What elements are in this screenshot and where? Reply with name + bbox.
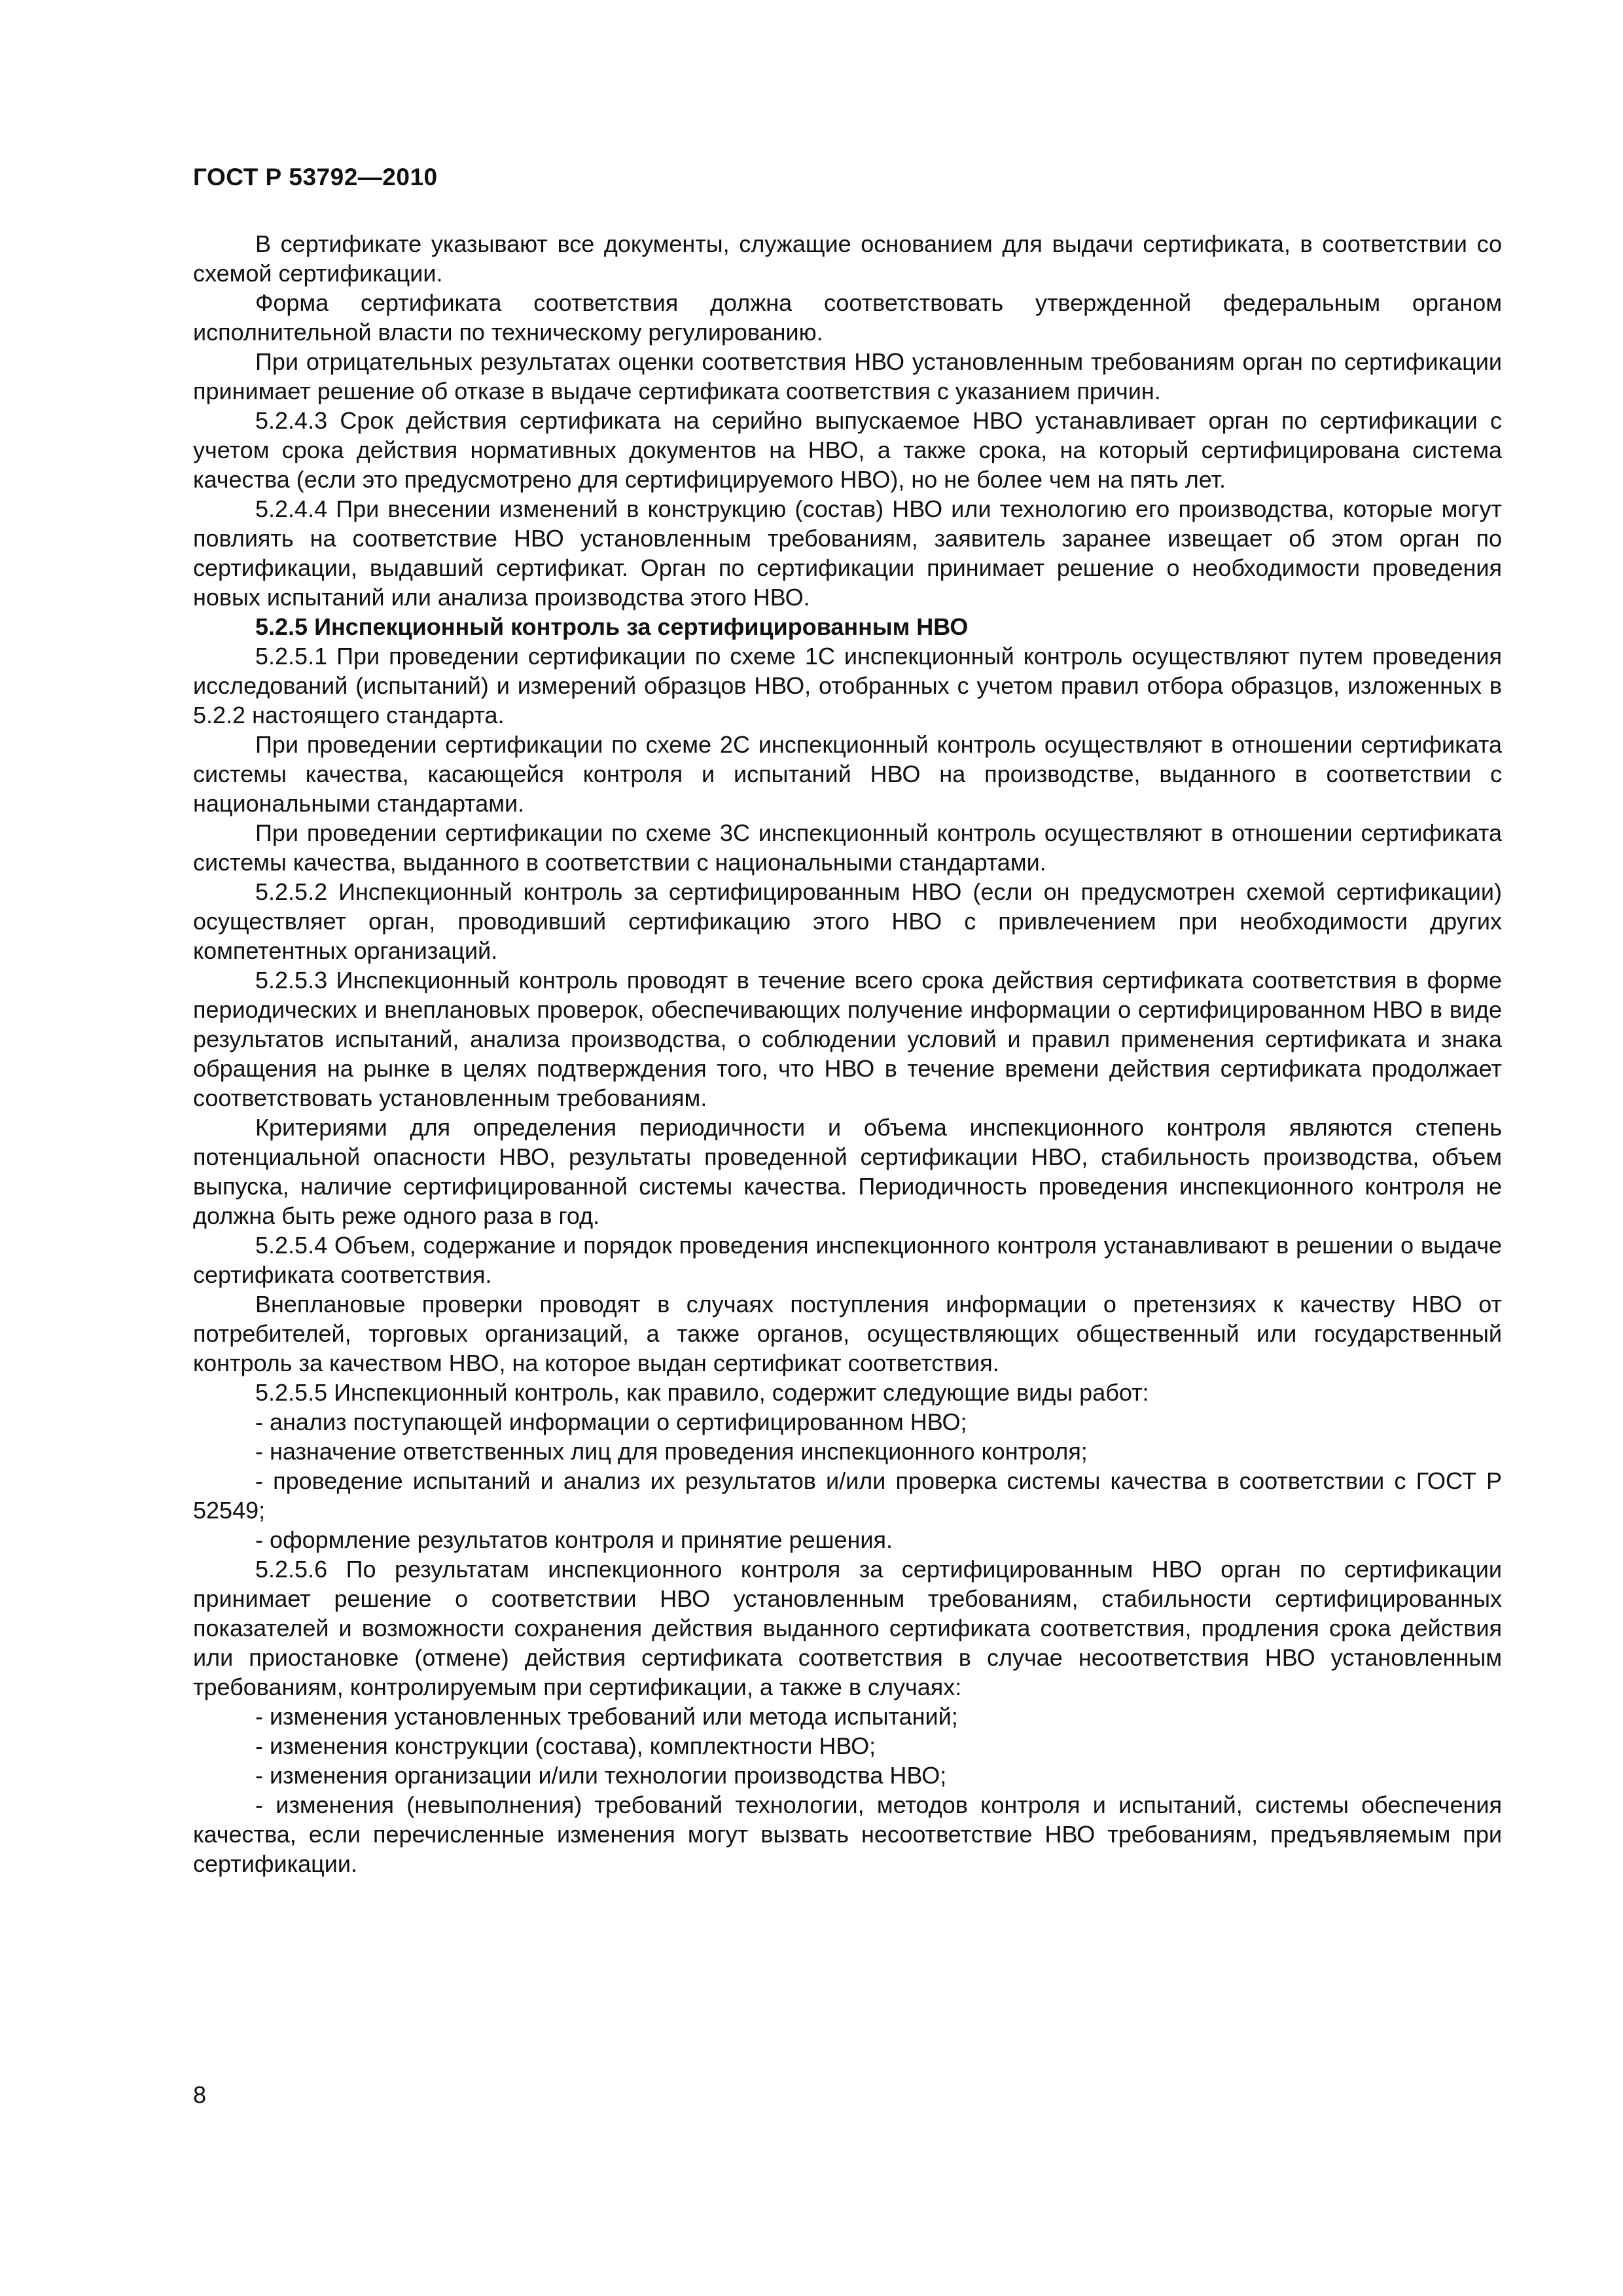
body-paragraph: Внеплановые проверки проводят в случаях поступления информации о претензиях к качеству НВО от потребителей, торговых организаций, а также органов, осуществляющих общественный или государственный контроль за качеством НВО, на которое выдан сертификат соответствия. xyxy=(193,1291,1502,1376)
body-paragraph: Критериями для определения периодичности и объема инспекционного контроля являются степень потенциальной опасности НВО, результаты проведенной сертификации НВО, стабильность производства, объем выпуска, наличие сертифицированной системы качества. Периодичность проведения инспекционного контроля не должна быть реже одного раза в год. xyxy=(193,1114,1502,1229)
body-paragraph: Форма сертификата соответствия должна соответствовать утвержденной федеральным органом исполнительной власти по техническому регулированию. xyxy=(193,289,1502,346)
body-paragraph: 5.2.5.3 Инспекционный контроль проводят в течение всего срока действия сертификата соответствия в форме периодических и внеплановых проверок, обеспечивающих получение информации о сертифицированном НВО в виде результатов испытаний, анализа производства, о соблюдении условий и правил применения сертификата и знака обращения на рынке в целях подтверждения того, что НВО в течение времени действия сертификата продолжает соответствовать установленным требованиям. xyxy=(193,967,1502,1111)
body-paragraph: 5.2.5.1 При проведении сертификации по схеме 1С инспекционный контроль осуществляют путем проведения исследований (испытаний) и измерений образцов НВО, отобранных с учетом правил отбора образцов, изложенных в 5.2.2 настоящего стандарта. xyxy=(193,643,1502,728)
document-header: ГОСТ Р 53792—2010 xyxy=(193,164,438,190)
body-paragraph: - изменения установленных требований или метода испытаний; xyxy=(255,1703,958,1730)
body-paragraph: 5.2.4.4 При внесении изменений в конструкцию (состав) НВО или технологию его производства, которые могут повлиять на соответствие НВО установленным требованиям, заявитель заранее извещает об этом орган по сертификации, выдавший сертификат. Орган по сертификации принимает решение о необходимости проведения новых испытаний или анализа производства этого НВО. xyxy=(193,495,1502,611)
body-paragraph: - изменения конструкции (состава), комплектности НВО; xyxy=(255,1732,876,1759)
document-body xyxy=(193,229,1502,1878)
section-heading: 5.2.5 Инспекционный контроль за сертифицированным НВО xyxy=(255,613,969,640)
body-paragraph: При проведении сертификации по схеме 3С инспекционный контроль осуществляют в отношении сертификата системы качества, выданного в соответствии с национальными стандартами. xyxy=(193,819,1502,876)
body-paragraph: - назначение ответственных лиц для проведения инспекционного контроля; xyxy=(255,1438,1088,1465)
body-paragraph: При проведении сертификации по схеме 2С инспекционный контроль осуществляют в отношении сертификата системы качества, касающейся контроля и испытаний НВО на производстве, выданного в соответствии с национальными стандартами. xyxy=(193,731,1502,817)
body-paragraph: 5.2.5.4 Объем, содержание и порядок проведения инспекционного контроля устанавливают в решении о выдаче сертификата соответствия. xyxy=(193,1232,1502,1288)
body-paragraph: В сертификате указывают все документы, служащие основанием для выдачи сертификата, в соответствии со схемой сертификации. xyxy=(193,230,1502,287)
page-number: 8 xyxy=(193,2081,207,2108)
body-paragraph: - изменения (невыполнения) требований технологии, методов контроля и испытаний, системы обеспечения качества, если перечисленные изменения могут вызвать несоответствие НВО требованиям, предъявляемым при сертификации. xyxy=(193,1791,1502,1877)
body-paragraph: - анализ поступающей информации о сертифицированном НВО; xyxy=(255,1408,967,1435)
body-paragraph: - оформление результатов контроля и принятие решения. xyxy=(255,1526,893,1553)
body-paragraph: 5.2.5.2 Инспекционный контроль за сертифицированным НВО (если он предусмотрен схемой сертификации) осуществляет орган, проводивший сертификацию этого НВО с привлечением при необходимости других компетентных организаций. xyxy=(193,878,1502,964)
body-paragraph: 5.2.5.5 Инспекционный контроль, как правило, содержит следующие виды работ: xyxy=(255,1379,1149,1406)
body-paragraph: - изменения организации и/или технологии производства НВО; xyxy=(255,1762,947,1789)
body-paragraph: - проведение испытаний и анализ их результатов и/или проверка системы качества в соответствии с ГОСТ Р 52549; xyxy=(193,1467,1502,1524)
body-paragraph: 5.2.5.6 По результатам инспекционного контроля за сертифицированным НВО орган по сертификации принимает решение о соответствии НВО установленным требованиям, стабильности сертифицированных показателей и возможности сохранения действия выданного сертификата соответствия, продления срока действия или приостановке (отмене) действия сертификата соответствия в случае несоответствия НВО установленным требованиям, контролируемым при сертификации, а также в случаях: xyxy=(193,1556,1502,1700)
body-paragraph: При отрицательных результатах оценки соответствия НВО установленным требованиям орган по сертификации принимает решение об отказе в выдаче сертификата соответствия с указанием причин. xyxy=(193,348,1502,404)
body-paragraph: 5.2.4.3 Срок действия сертификата на серийно выпускаемое НВО устанавливает орган по сертификации с учетом срока действия нормативных документов на НВО, а также срока, на который сертифицирована система качества (если это предусмотрено для сертифицируемого НВО), но не более чем на пять лет. xyxy=(193,407,1502,493)
